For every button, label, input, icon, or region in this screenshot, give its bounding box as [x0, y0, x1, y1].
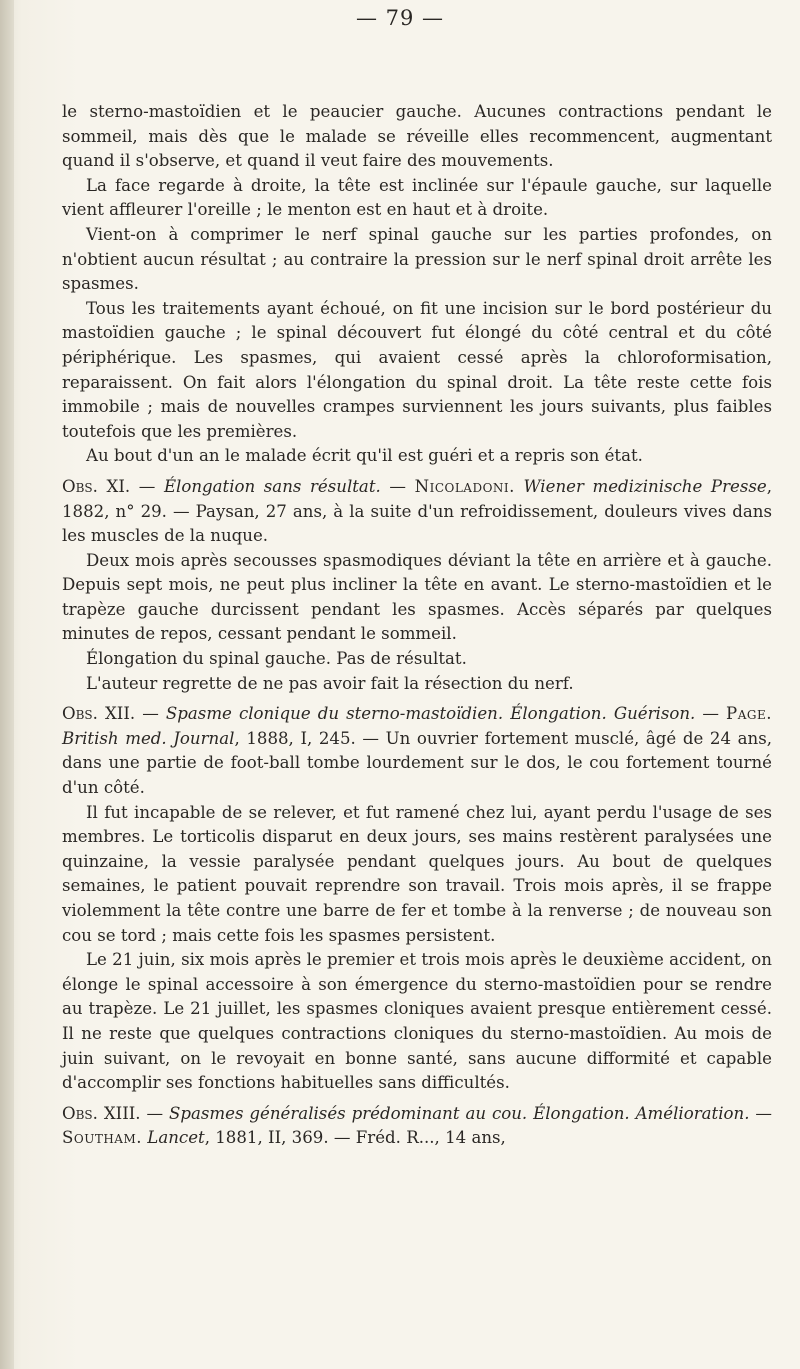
- paragraph: [62, 672, 772, 697]
- separator: —: [130, 476, 164, 496]
- journal-name: Lancet: [147, 1128, 205, 1148]
- paragraph-text: L'auteur regrette de ne pas avoir fait la résection du nerf.: [86, 673, 574, 693]
- paragraph: [62, 948, 772, 1096]
- observation-title: Élongation sans résultat.: [163, 476, 381, 496]
- paragraph: [62, 100, 772, 174]
- separator: —: [695, 704, 727, 724]
- page-gutter: [0, 0, 14, 1369]
- page-number: — 79 —: [355, 6, 445, 30]
- paragraph: [62, 549, 772, 647]
- observation-author: Nicoladoni.: [414, 476, 515, 496]
- paragraph-text: Deux mois après secousses spasmodiques déviant la tête en arrière et à gauche. Depuis sept mois, ne peut plus incliner la tête en avant. Le sterno-mastoïdien et le trapèze gauche durcissent pendant les spasmes. Accès séparés par quelques minutes de repos, cessant pendant le sommeil.: [62, 550, 772, 644]
- paragraph-text: Tous les traitements ayant échoué, on fit une incision sur le bord postérieur du mastoïdien gauche ; le spinal découvert fut élongé du côté central et du côté périphérique. Les spasmes, qui avaient cessé après la chloroformisation, reparaissent. On fait alors l'élongation du spinal droit. La tête reste cette fois immobile ; mais de nouvelles crampes surviennent les jours suivants, plus faibles toutefois que les premières.: [62, 298, 772, 441]
- observation-label: Obs. XIII.: [62, 1103, 141, 1123]
- observation-author: Page.: [726, 704, 772, 724]
- observation-paragraph: [62, 475, 772, 549]
- paragraph: [62, 647, 772, 672]
- separator: [515, 477, 524, 496]
- observation-label: Obs. XI.: [62, 476, 131, 496]
- paragraph: [62, 444, 772, 469]
- paragraph: [62, 223, 772, 297]
- body-text: [62, 100, 772, 1151]
- observation-label: Obs. XII.: [62, 704, 136, 724]
- paragraph-text: La face regarde à droite, la tête est inclinée sur l'épaule gauche, sur laquelle vient affleurer l'oreille ; le menton est en haut et à droite.: [62, 175, 772, 220]
- paragraph: [62, 174, 772, 223]
- paragraph-text: le sterno-mastoïdien et le peaucier gauche. Aucunes contractions pendant le sommeil, mais dès que le malade se réveille elles recommencent, augmentant quand il s'observe, et quand il veut faire des mouvements.: [62, 102, 772, 171]
- observation-text: , 1882, n° 29. — Paysan, 27 ans, à la suite d'un refroidissement, douleurs vives dans les muscles de la nuque.: [62, 476, 772, 546]
- paragraph-text: Élongation du spinal gauche. Pas de résultat.: [86, 649, 467, 669]
- journal-name: Wiener medizinische Presse: [523, 476, 767, 496]
- separator: —: [140, 1103, 170, 1123]
- observation-title: Spasme clonique du sterno-mastoïdien. Élongation. Guérison.: [165, 704, 696, 724]
- observation-paragraph: [62, 702, 772, 800]
- paragraph: [62, 801, 772, 949]
- journal-name: British med. Journal: [62, 728, 235, 748]
- paragraph-text: Le 21 juin, six mois après le premier et trois mois après le deuxième accident, on élonge le spinal accessoire à son émergence du sterno-mastoïdien pour se rendre au trapèze. Le 21 juillet, les spasmes cloniques avaient presque entièrement cessé. Il ne reste que quelques contractions cloniques du sterno-mastoïdien. Au mois de juin suivant, on le revoyait en bonne santé, sans aucune difformité et capable d'accomplir ses fonctions habituelles sans difficultés.: [62, 950, 772, 1093]
- separator: —: [380, 476, 415, 496]
- paragraph-text: Vient-on à comprimer le nerf spinal gauche sur les parties profondes, on n'obtient aucun résultat ; au contraire la pression sur le nerf spinal droit arrête les spasmes.: [62, 224, 772, 294]
- separator: —: [749, 1103, 772, 1123]
- observation-text: , 1888, I, 245. — Un ouvrier fortement musclé, âgé de 24 ans, dans une partie de foot-ball tombe lourdement sur le dos, le cou fortement tourné d'un côté.: [62, 728, 772, 798]
- observation-paragraph: [62, 1102, 772, 1151]
- separator: —: [135, 704, 166, 724]
- observation-text: , 1881, II, 369. — Fréd. R..., 14 ans,: [204, 1128, 506, 1148]
- paragraph-text: Il fut incapable de se relever, et fut ramené chez lui, ayant perdu l'usage de ses membres. Le torticolis disparut en deux jours, ses mains restèrent paralysées une quinzaine, la vessie paralysée pendant quelques jours. Au bout de quelques semaines, le patient pouvait reprendre son travail. Trois mois après, il se frappe violemment la tête contre une barre de fer et tombe à la renverse ; de nouveau son cou se tord ; mais cette fois les spasmes persistent.: [62, 802, 772, 945]
- observation-title: Spasmes généralisés prédominant au cou. Élongation. Amélioration.: [169, 1103, 750, 1123]
- paragraph-text: Au bout d'un an le malade écrit qu'il est guéri et a repris son état.: [86, 446, 643, 466]
- observation-author: Southam.: [62, 1128, 143, 1148]
- paragraph: [62, 297, 772, 445]
